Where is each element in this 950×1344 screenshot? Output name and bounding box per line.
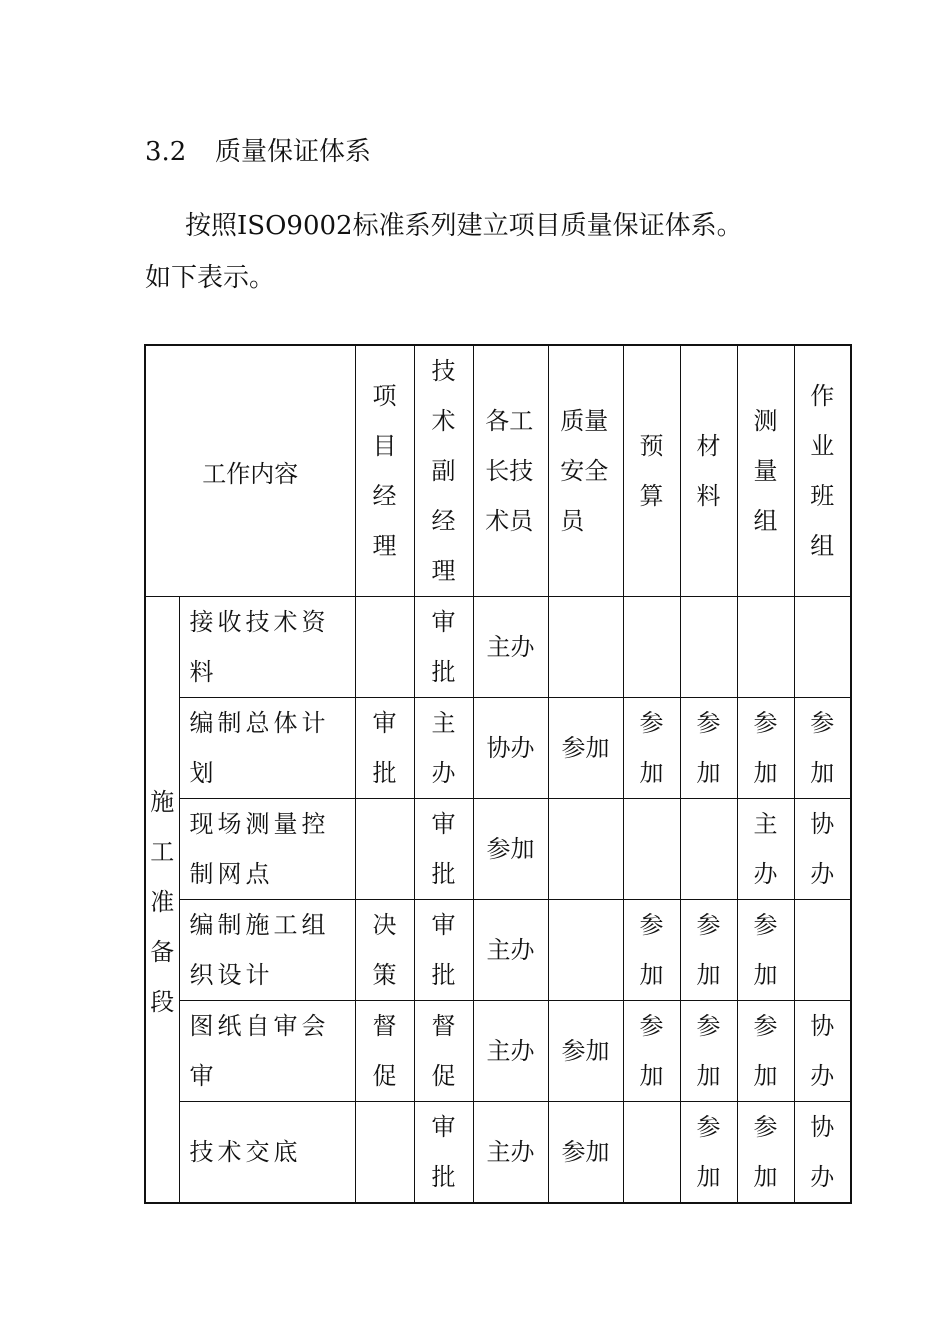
role-cell xyxy=(414,1102,473,1204)
role-cell-value: 参加 xyxy=(639,1012,664,1090)
header-role-label: 项目经理 xyxy=(372,382,397,560)
role-cell-value: 参加 xyxy=(753,1012,778,1090)
role-cell xyxy=(737,597,794,698)
table-row xyxy=(145,1102,851,1204)
role-cell-value: 协办 xyxy=(810,1113,835,1191)
role-cell xyxy=(355,597,414,698)
role-cell-value: 审批 xyxy=(431,911,456,989)
role-cell xyxy=(548,1102,623,1204)
table-row xyxy=(145,799,851,900)
role-cell-value: 主办 xyxy=(486,1037,535,1065)
role-cell xyxy=(355,1102,414,1204)
role-cell xyxy=(794,1102,851,1204)
role-cell xyxy=(414,1001,473,1102)
role-cell xyxy=(680,1102,737,1204)
role-cell xyxy=(355,698,414,799)
role-cell xyxy=(794,597,851,698)
role-cell-value: 参加 xyxy=(696,911,721,989)
header-role-label: 质量安全员 xyxy=(560,407,609,535)
table-row xyxy=(145,1001,851,1102)
role-cell xyxy=(355,1001,414,1102)
role-cell-value: 参加 xyxy=(753,911,778,989)
task-cell: 编制施工组织设计 xyxy=(179,900,355,1001)
header-role-label: 各工长技术员 xyxy=(485,407,534,535)
header-role xyxy=(794,345,851,597)
phase-cell xyxy=(145,597,179,1204)
role-cell xyxy=(794,900,851,1001)
table-row xyxy=(145,597,851,698)
role-cell-value: 审批 xyxy=(431,608,456,686)
role-cell-value: 督促 xyxy=(431,1012,456,1090)
role-cell-value: 决策 xyxy=(372,911,397,989)
role-cell xyxy=(623,1001,680,1102)
intro-paragraph xyxy=(145,200,825,304)
role-cell xyxy=(794,698,851,799)
role-cell xyxy=(794,1001,851,1102)
role-cell xyxy=(737,799,794,900)
header-role-label: 材料 xyxy=(696,432,721,510)
role-cell-value: 参加 xyxy=(486,835,535,863)
role-cell-value: 主办 xyxy=(753,810,778,888)
header-role xyxy=(623,345,680,597)
header-role xyxy=(355,345,414,597)
header-work-content-label: 工作内容 xyxy=(202,459,299,488)
role-cell xyxy=(473,698,548,799)
role-cell xyxy=(414,799,473,900)
header-role-label: 作业班组 xyxy=(810,382,835,560)
role-cell xyxy=(548,597,623,698)
role-cell xyxy=(737,698,794,799)
header-work-content xyxy=(145,345,355,597)
role-cell xyxy=(473,1001,548,1102)
role-cell-value: 参加 xyxy=(639,911,664,989)
task-cell: 编制总体计划 xyxy=(179,698,355,799)
role-cell xyxy=(737,1001,794,1102)
phase-label: 施工准备段 xyxy=(150,788,175,1016)
role-cell xyxy=(680,799,737,900)
task-cell: 图纸自审会审 xyxy=(179,1001,355,1102)
header-role xyxy=(737,345,794,597)
role-cell xyxy=(548,799,623,900)
role-cell xyxy=(414,597,473,698)
section-heading xyxy=(145,133,371,171)
responsibility-matrix xyxy=(144,344,852,1204)
role-cell xyxy=(355,799,414,900)
role-cell-value: 参加 xyxy=(696,1113,721,1191)
role-cell xyxy=(548,900,623,1001)
role-cell xyxy=(414,900,473,1001)
task-cell: 现场测量控制网点 xyxy=(179,799,355,900)
role-cell-value: 参加 xyxy=(696,709,721,787)
header-role xyxy=(680,345,737,597)
role-cell-value: 参加 xyxy=(561,734,610,762)
role-cell xyxy=(623,597,680,698)
header-role-label: 预算 xyxy=(639,432,664,510)
section-number: 3.2 xyxy=(145,137,187,167)
role-cell-value: 审批 xyxy=(431,810,456,888)
header-role-label: 技术副经理 xyxy=(431,357,456,585)
role-cell xyxy=(623,799,680,900)
role-cell-value: 审批 xyxy=(372,709,397,787)
table-row xyxy=(145,900,851,1001)
role-cell xyxy=(473,597,548,698)
role-cell-value: 参加 xyxy=(696,1012,721,1090)
header-role xyxy=(548,345,623,597)
role-cell-value: 主办 xyxy=(431,709,456,787)
role-cell xyxy=(623,900,680,1001)
role-cell xyxy=(680,597,737,698)
table-row xyxy=(145,698,851,799)
role-cell-value: 参加 xyxy=(753,709,778,787)
header-role xyxy=(414,345,473,597)
role-cell xyxy=(737,1102,794,1204)
role-cell-value: 审批 xyxy=(431,1113,456,1191)
role-cell xyxy=(355,900,414,1001)
task-cell: 技术交底 xyxy=(179,1102,355,1204)
role-cell xyxy=(473,900,548,1001)
paragraph-line-1: 按照ISO9002标准系列建立项目质量保证体系。 xyxy=(185,211,743,241)
role-cell xyxy=(623,1102,680,1204)
role-cell-value: 参加 xyxy=(810,709,835,787)
role-cell-value: 参加 xyxy=(561,1138,610,1166)
role-cell-value: 督促 xyxy=(372,1012,397,1090)
role-cell xyxy=(623,698,680,799)
role-cell xyxy=(414,698,473,799)
section-title: 质量保证体系 xyxy=(215,137,372,167)
role-cell xyxy=(737,900,794,1001)
role-cell xyxy=(794,799,851,900)
paragraph-line-2: 如下表示。 xyxy=(145,263,276,293)
role-cell-value: 参加 xyxy=(753,1113,778,1191)
role-cell xyxy=(680,698,737,799)
header-role xyxy=(473,345,548,597)
role-cell-value: 主办 xyxy=(486,1138,535,1166)
role-cell xyxy=(473,799,548,900)
role-cell xyxy=(680,1001,737,1102)
role-cell-value: 协办 xyxy=(810,1012,835,1090)
header-row xyxy=(145,345,851,597)
role-cell xyxy=(548,698,623,799)
role-cell-value: 协办 xyxy=(810,810,835,888)
role-cell-value: 主办 xyxy=(486,936,535,964)
role-cell-value: 协办 xyxy=(486,734,535,762)
task-cell: 接收技术资料 xyxy=(179,597,355,698)
role-cell xyxy=(548,1001,623,1102)
header-role-label: 测量组 xyxy=(753,407,778,535)
role-cell xyxy=(473,1102,548,1204)
role-cell-value: 参加 xyxy=(561,1037,610,1065)
role-cell xyxy=(680,900,737,1001)
role-cell-value: 主办 xyxy=(486,633,535,661)
role-cell-value: 参加 xyxy=(639,709,664,787)
